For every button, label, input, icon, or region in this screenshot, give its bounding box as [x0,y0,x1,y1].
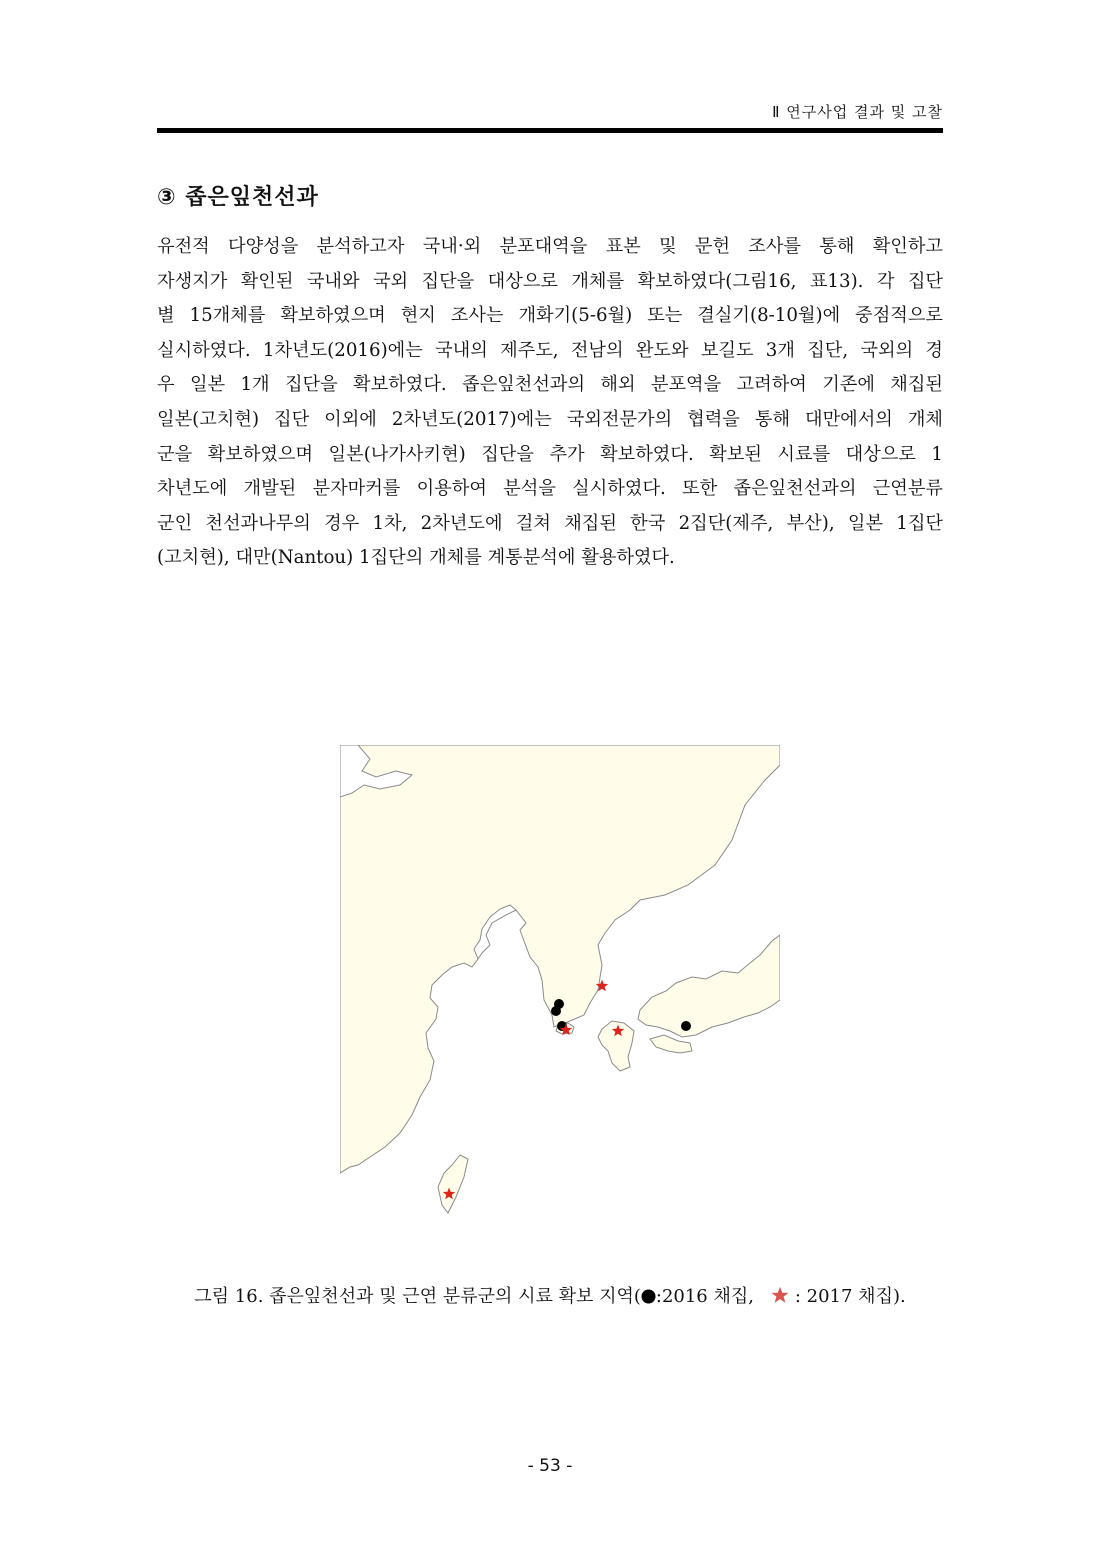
paragraph-line: 우 일본 1개 집단을 확보하였다. 좁은잎천선과의 해외 분포역을 고려하여 기존에 채집된 [157,374,943,396]
paragraph-line: 실시하였다. 1차년도(2016)에는 국내의 제주도, 전남의 완도와 보길도 3개 집단, 국외의 경 [157,339,943,361]
japan-kyushu [598,1021,634,1071]
sample-2016-marker [551,1006,561,1016]
header-divider [157,128,943,133]
paragraph-line: 차년도에 개발된 분자마커를 이용하여 분석을 실시하였다. 또한 좁은잎천선과의 근연분류 [157,478,943,500]
paragraph-line: 일본(고치현) 집단 이외에 2차년도(2017)에는 국외전문가의 협력을 통해 대만에서의 개체 [157,408,943,430]
paragraph-line: 별 15개체를 확보하였으며 현지 조사는 개화기(5-6월) 또는 결실기(8-10월)에 중점적으로 [157,305,943,327]
japan-honshu [638,935,780,1037]
japan-shikoku [650,1035,692,1053]
paragraph-line: (고치현), 대만(Nantou) 1집단의 개체를 계통분석에 활용하였다. [157,547,675,569]
circle-icon [641,1288,656,1309]
figure-caption [0,1282,1100,1309]
east-asia-map [340,745,780,1230]
section-title: ③ 좁은잎천선과 [157,185,319,210]
paragraph-line: 자생지가 확인된 국내와 국외 집단을 대상으로 개체를 확보하였다(그림16, 표13). 각 집단 [157,270,943,292]
caption-2016: :2016 채집, [655,1286,754,1307]
paragraph-line: 군인 천선과나무의 경우 1차, 2차년도에 걸쳐 채집된 한국 2집단(제주, 부산), 일본 1집단 [157,512,943,534]
taiwan-island [438,1155,468,1213]
page-number: - 53 - [527,1456,573,1476]
caption-2017: : 2017 채집). [789,1286,906,1307]
sample-2016-marker [681,1021,691,1031]
star-icon [771,1286,789,1309]
caption-prefix: 그림 16. 좁은잎천선과 및 근연 분류군의 시료 확보 지역( [194,1286,641,1307]
running-head: Ⅱ 연구사업 결과 및 고찰 [772,103,943,121]
continent-landmass [340,745,780,1173]
body-paragraph [157,230,943,576]
sampling-map [340,745,780,1230]
paragraph-line: 유전적 다양성을 분석하고자 국내·외 분포대역을 표본 및 문헌 조사를 통해 확인하고 [157,236,943,257]
paragraph-line: 군을 확보하였으며 일본(나가사키현) 집단을 추가 확보하였다. 확보된 시료를 대상으로 1 [157,443,943,465]
